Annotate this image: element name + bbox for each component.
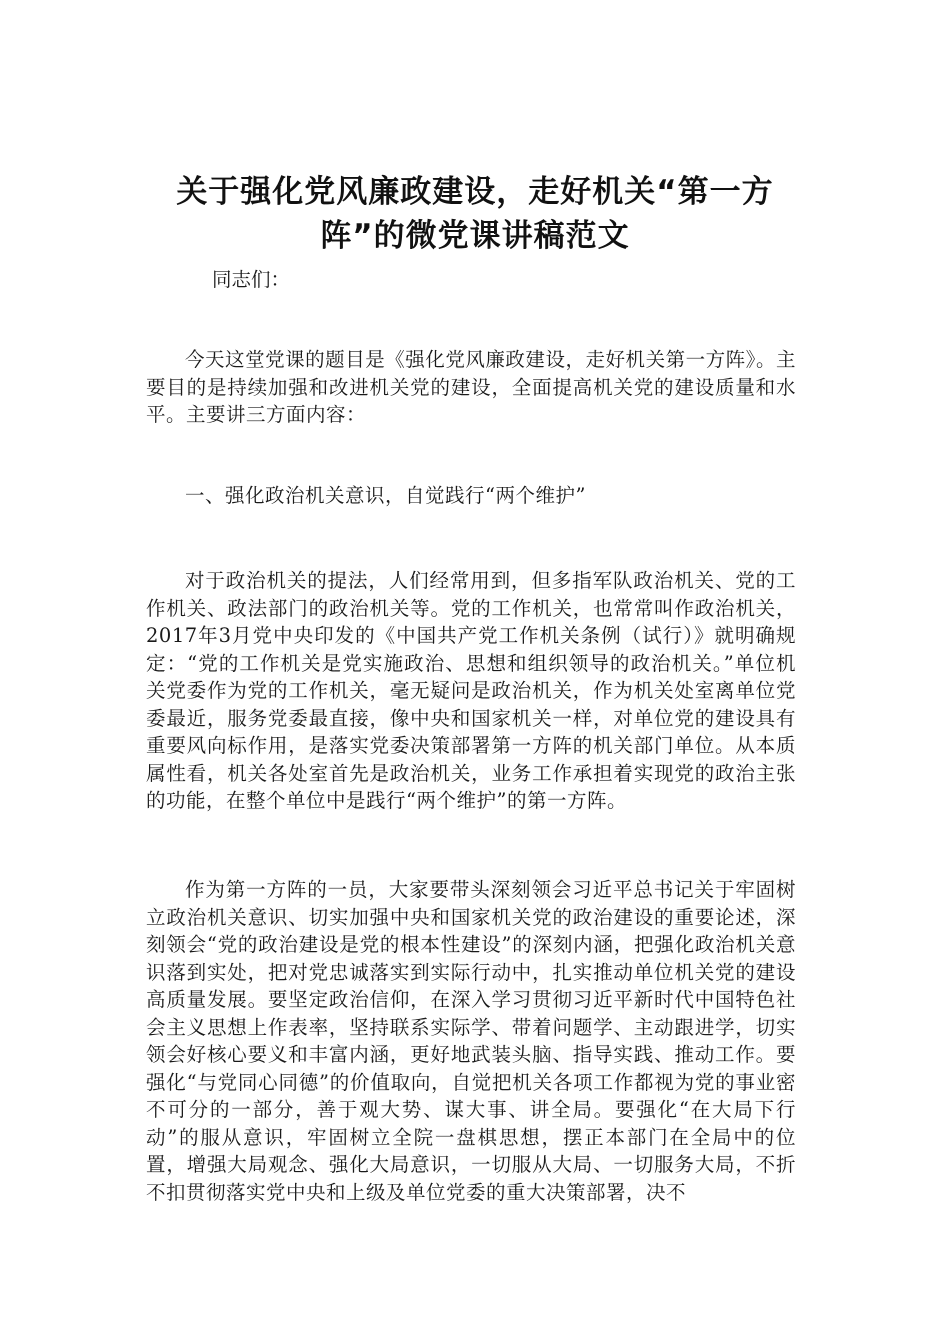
body-paragraph: 作为第一方阵的一员，大家要带头深刻领会习近平总书记关于牢固树立政治机关意识、切实加强中央和国家机关党的政治建设的重要论述，深刻领会“党的政治建设是党的根本性建设”的深刻内涵，把强化政治机关意识落到实处，把对党忠诚落实到实际行动中，扎实推动单位机关党的建设高质量发展。要坚定政治信仰，在深入学习贯彻习近平新时代中国特色社会主义思想上作表率，坚持联系实际学、带着问题学、主动跟进学，切实领会好核心要义和丰富内涵，更好地武装头脑、指导实践、推动工作。要强化“与党同心同德”的价值取向，自觉把机关各项工作都视为党的事业密不可分的一部分，善于观大势、谋大事、讲全局。要强化“在大局下行动”的服从意识，牢固树立全院一盘棋思想，摆正本部门在全局中的位置，增强大局观念、强化大局意识，一切服从大局、一切服务大局，不折不扣贯彻落实党中央和上级及单位党委的重大决策部署，决不 [146,878,796,1204]
section-heading-1: 一、强化政治机关意识，自觉践行“两个维护” [185,484,586,507]
salutation: 同志们： [212,268,291,291]
body-paragraph: 对于政治机关的提法，人们经常用到，但多指军队政治机关、党的工作机关、政法部门的政治机关等。党的工作机关，也常常叫作政治机关，2017年3月党中央印发的《中国共产党工作机关条例（试行）》就明确规定：“党的工作机关是党实施政治、思想和组织领导的政治机关。”单位机关党委作为党的工作机关，毫无疑问是政治机关，作为机关处室离单位党委最近，服务党委最直接，像中央和国家机关一样，对单位党的建设具有重要风向标作用，是落实党委决策部署第一方阵的机关部门单位。从本质属性看，机关各处室首先是政治机关，业务工作承担着实现党的政治主张的功能，在整个单位中是践行“两个维护”的第一方阵。 [146,569,796,812]
document-title: 关于强化党风廉政建设，走好机关“第一方阵”的微党课讲稿范文 [176,174,774,254]
intro-paragraph: 今天这堂党课的题目是《强化党风廉政建设，走好机关第一方阵》。主要目的是持续加强和改进机关党的建设，全面提高机关党的建设质量和水平。主要讲三方面内容： [146,348,796,426]
